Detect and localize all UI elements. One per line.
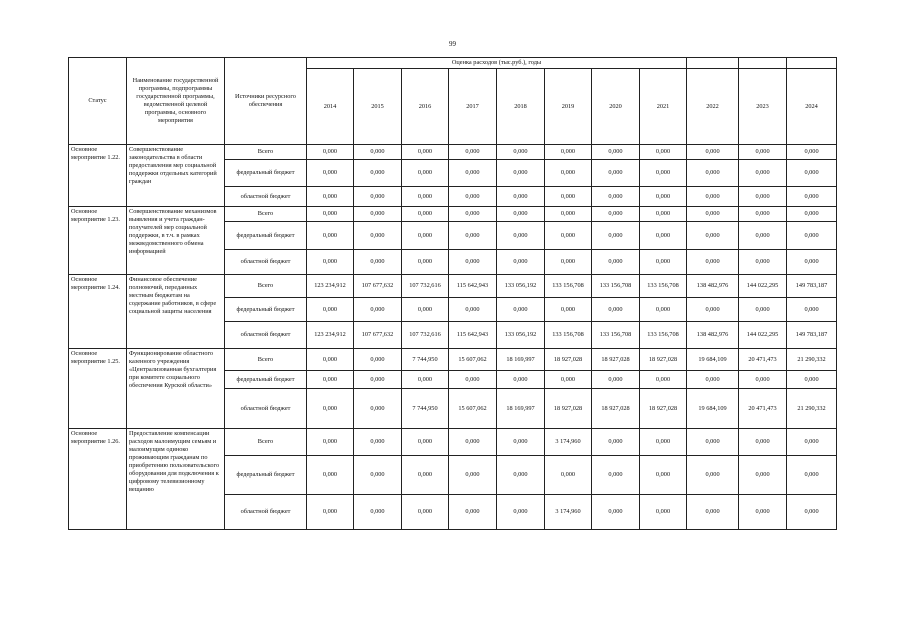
budget-value: 144 022,295 [739, 322, 787, 349]
funding-source: Всего [225, 275, 307, 298]
budget-value: 0,000 [307, 429, 354, 456]
budget-value: 133 156,708 [592, 322, 640, 349]
budget-value: 18 169,997 [497, 349, 545, 371]
funding-source: Всего [225, 207, 307, 222]
budget-table [68, 57, 837, 530]
budget-value: 107 732,616 [402, 322, 449, 349]
budget-value: 21 290,332 [787, 349, 837, 371]
budget-value: 0,000 [545, 160, 592, 187]
budget-value: 0,000 [545, 187, 592, 207]
budget-value: 0,000 [354, 349, 402, 371]
budget-value: 18 927,028 [640, 389, 687, 429]
budget-value: 0,000 [739, 429, 787, 456]
budget-value: 0,000 [402, 250, 449, 275]
budget-value: 0,000 [592, 160, 640, 187]
budget-value: 0,000 [497, 207, 545, 222]
budget-value: 0,000 [592, 145, 640, 160]
budget-value: 15 607,062 [449, 349, 497, 371]
budget-value: 19 684,109 [687, 349, 739, 371]
budget-value: 0,000 [307, 495, 354, 530]
budget-value: 0,000 [687, 371, 739, 389]
budget-value: 0,000 [449, 456, 497, 495]
budget-value: 0,000 [687, 207, 739, 222]
budget-value: 0,000 [640, 187, 687, 207]
table-row [69, 207, 837, 222]
budget-value: 0,000 [687, 222, 739, 250]
budget-value: 0,000 [739, 456, 787, 495]
budget-value: 0,000 [640, 298, 687, 322]
funding-source: областной бюджет [225, 187, 307, 207]
header-year: 2023 [739, 69, 787, 145]
budget-value: 0,000 [592, 371, 640, 389]
budget-value: 7 744,950 [402, 349, 449, 371]
budget-value: 0,000 [497, 298, 545, 322]
funding-source: федеральный бюджет [225, 298, 307, 322]
budget-value: 0,000 [640, 495, 687, 530]
budget-value: 0,000 [497, 429, 545, 456]
budget-value: 0,000 [687, 456, 739, 495]
header-year: 2016 [402, 69, 449, 145]
budget-value: 0,000 [640, 145, 687, 160]
budget-value: 0,000 [545, 145, 592, 160]
budget-value: 0,000 [687, 250, 739, 275]
budget-value: 18 927,028 [592, 349, 640, 371]
budget-value: 0,000 [592, 222, 640, 250]
activity-name: Совершенствование механизмов выявления и учета граждан-получателей мер социальной поддержки, в т.ч. в рамках межведомственного обмена информацией [127, 207, 225, 275]
budget-value: 0,000 [354, 207, 402, 222]
table-header [69, 58, 837, 145]
activity-status: Основное мероприятие 1.26. [69, 429, 127, 530]
budget-value: 0,000 [402, 187, 449, 207]
header-estimate: Оценка расходов (тыс.руб.), годы [307, 58, 687, 69]
budget-value: 107 677,632 [354, 275, 402, 298]
budget-value: 20 471,473 [739, 349, 787, 371]
budget-value: 0,000 [640, 207, 687, 222]
funding-source: федеральный бюджет [225, 371, 307, 389]
budget-value: 0,000 [545, 250, 592, 275]
budget-value: 0,000 [497, 222, 545, 250]
budget-value: 3 174,960 [545, 495, 592, 530]
budget-value: 0,000 [739, 222, 787, 250]
budget-value: 133 156,708 [545, 322, 592, 349]
budget-value: 107 732,616 [402, 275, 449, 298]
budget-value: 0,000 [592, 207, 640, 222]
budget-value: 0,000 [449, 145, 497, 160]
budget-value: 0,000 [640, 429, 687, 456]
budget-value: 0,000 [787, 456, 837, 495]
budget-value: 0,000 [449, 207, 497, 222]
budget-value: 0,000 [592, 456, 640, 495]
budget-value: 133 056,192 [497, 275, 545, 298]
budget-value: 0,000 [787, 222, 837, 250]
budget-value: 0,000 [307, 349, 354, 371]
budget-value: 0,000 [640, 160, 687, 187]
budget-value: 0,000 [687, 145, 739, 160]
header-year: 2021 [640, 69, 687, 145]
budget-value: 0,000 [402, 371, 449, 389]
budget-value: 0,000 [787, 371, 837, 389]
budget-value: 0,000 [787, 160, 837, 187]
budget-value: 15 607,062 [449, 389, 497, 429]
header-year: 2022 [687, 69, 739, 145]
budget-value: 18 927,028 [545, 389, 592, 429]
activity-name: Финансовое обеспечение полномочий, переданных местным бюджетам на содержание работников, в сфере социальной защиты населения [127, 275, 225, 349]
header-year: 2014 [307, 69, 354, 145]
budget-value: 0,000 [354, 371, 402, 389]
budget-value: 0,000 [449, 250, 497, 275]
budget-value: 0,000 [402, 145, 449, 160]
budget-value: 18 927,028 [592, 389, 640, 429]
header-name: Наименование государственной программы, подпрограммы государственной программы, ведомственной целевой программы, основного мероприятия [127, 58, 225, 145]
budget-value: 0,000 [307, 187, 354, 207]
budget-value: 0,000 [497, 160, 545, 187]
funding-source: федеральный бюджет [225, 160, 307, 187]
budget-value: 19 684,109 [687, 389, 739, 429]
budget-value: 0,000 [402, 207, 449, 222]
budget-value: 0,000 [592, 187, 640, 207]
funding-source: областной бюджет [225, 495, 307, 530]
budget-value: 0,000 [449, 160, 497, 187]
budget-value: 0,000 [354, 429, 402, 456]
budget-value: 0,000 [449, 429, 497, 456]
budget-value: 0,000 [592, 298, 640, 322]
budget-value: 0,000 [739, 371, 787, 389]
header-year: 2019 [545, 69, 592, 145]
budget-value: 0,000 [640, 456, 687, 495]
budget-value: 0,000 [402, 160, 449, 187]
budget-value: 0,000 [354, 160, 402, 187]
budget-value: 0,000 [739, 145, 787, 160]
header-sources: Источники ресурсного обеспечения [225, 58, 307, 145]
budget-value: 0,000 [592, 429, 640, 456]
funding-source: федеральный бюджет [225, 222, 307, 250]
table-row [69, 275, 837, 298]
budget-value: 0,000 [545, 298, 592, 322]
budget-value: 0,000 [449, 222, 497, 250]
budget-value: 133 156,708 [640, 275, 687, 298]
funding-source: Всего [225, 349, 307, 371]
activity-name: Функционирование областного казенного учреждения «Централизованная бухгалтерия при комитете социального обеспечения Курской области» [127, 349, 225, 429]
budget-value: 0,000 [592, 495, 640, 530]
activity-name: Предоставление компенсации расходов малоимущим семьям и малоимущим одиноко проживающим гражданам по приобретению пользовательского оборудования для подключения к цифровому телевизионному вещанию [127, 429, 225, 530]
budget-value: 133 156,708 [592, 275, 640, 298]
budget-value: 0,000 [354, 222, 402, 250]
table-body [69, 145, 837, 530]
budget-value: 133 156,708 [545, 275, 592, 298]
funding-source: областной бюджет [225, 322, 307, 349]
funding-source: Всего [225, 145, 307, 160]
budget-value: 0,000 [497, 495, 545, 530]
budget-value: 0,000 [640, 371, 687, 389]
budget-value: 0,000 [787, 207, 837, 222]
budget-value: 115 642,943 [449, 275, 497, 298]
header-year: 2017 [449, 69, 497, 145]
budget-value: 0,000 [307, 389, 354, 429]
header-year: 2024 [787, 69, 837, 145]
budget-value: 0,000 [307, 145, 354, 160]
budget-value: 0,000 [545, 207, 592, 222]
budget-value: 138 482,976 [687, 322, 739, 349]
budget-value: 0,000 [307, 250, 354, 275]
activity-status: Основное мероприятие 1.22. [69, 145, 127, 207]
table-row [69, 145, 837, 160]
header-year: 2018 [497, 69, 545, 145]
budget-value: 0,000 [687, 160, 739, 187]
budget-value: 149 783,187 [787, 275, 837, 298]
budget-value: 0,000 [402, 456, 449, 495]
budget-value: 0,000 [787, 145, 837, 160]
budget-value: 0,000 [307, 456, 354, 495]
budget-value: 0,000 [402, 298, 449, 322]
budget-value: 123 234,912 [307, 322, 354, 349]
budget-value: 0,000 [545, 222, 592, 250]
budget-value: 0,000 [739, 298, 787, 322]
budget-value: 0,000 [640, 250, 687, 275]
funding-source: федеральный бюджет [225, 456, 307, 495]
activity-status: Основное мероприятие 1.23. [69, 207, 127, 275]
budget-value: 138 482,976 [687, 275, 739, 298]
budget-value: 149 783,187 [787, 322, 837, 349]
budget-value: 0,000 [640, 222, 687, 250]
budget-value: 0,000 [354, 389, 402, 429]
activity-status: Основное мероприятие 1.24. [69, 275, 127, 349]
budget-value: 0,000 [497, 371, 545, 389]
budget-value: 0,000 [354, 145, 402, 160]
budget-value: 0,000 [497, 145, 545, 160]
budget-value: 0,000 [687, 495, 739, 530]
budget-value: 20 471,473 [739, 389, 787, 429]
budget-value: 0,000 [497, 250, 545, 275]
budget-value: 0,000 [545, 456, 592, 495]
header-year: 2015 [354, 69, 402, 145]
budget-value: 0,000 [687, 429, 739, 456]
budget-value: 7 744,950 [402, 389, 449, 429]
budget-value: 0,000 [687, 187, 739, 207]
budget-value: 0,000 [354, 298, 402, 322]
page-number: 99 [449, 40, 456, 48]
budget-value: 0,000 [739, 187, 787, 207]
budget-value: 0,000 [354, 187, 402, 207]
budget-value: 0,000 [307, 207, 354, 222]
budget-value: 0,000 [402, 222, 449, 250]
budget-value: 0,000 [307, 160, 354, 187]
funding-source: Всего [225, 429, 307, 456]
budget-value: 0,000 [739, 250, 787, 275]
budget-value: 0,000 [687, 298, 739, 322]
budget-value: 0,000 [787, 429, 837, 456]
header-year: 2020 [592, 69, 640, 145]
budget-value: 0,000 [739, 495, 787, 530]
budget-value: 0,000 [739, 207, 787, 222]
budget-value: 0,000 [787, 250, 837, 275]
funding-source: областной бюджет [225, 389, 307, 429]
budget-value: 0,000 [739, 160, 787, 187]
activity-name: Совершенствование законодательства в области предоставления мер социальной поддержки отдельных категорий граждан [127, 145, 225, 207]
budget-value: 0,000 [402, 495, 449, 530]
budget-value: 3 174,960 [545, 429, 592, 456]
budget-value: 0,000 [787, 187, 837, 207]
funding-source: областной бюджет [225, 250, 307, 275]
table-row [69, 429, 837, 456]
budget-value: 133 056,192 [497, 322, 545, 349]
budget-value: 0,000 [449, 187, 497, 207]
budget-value: 107 677,632 [354, 322, 402, 349]
table-row [69, 349, 837, 371]
budget-value: 18 927,028 [545, 349, 592, 371]
budget-value: 0,000 [449, 495, 497, 530]
budget-value: 0,000 [449, 371, 497, 389]
budget-value: 0,000 [354, 456, 402, 495]
budget-value: 0,000 [787, 298, 837, 322]
budget-value: 0,000 [497, 187, 545, 207]
budget-value: 0,000 [354, 495, 402, 530]
budget-value: 0,000 [307, 222, 354, 250]
activity-status: Основное мероприятие 1.25. [69, 349, 127, 429]
budget-value: 21 290,332 [787, 389, 837, 429]
budget-value: 144 022,295 [739, 275, 787, 298]
budget-value: 133 156,708 [640, 322, 687, 349]
budget-value: 115 642,943 [449, 322, 497, 349]
budget-value: 0,000 [787, 495, 837, 530]
budget-value: 0,000 [307, 298, 354, 322]
budget-value: 0,000 [449, 298, 497, 322]
budget-value: 0,000 [545, 371, 592, 389]
budget-value: 0,000 [307, 371, 354, 389]
budget-value: 18 927,028 [640, 349, 687, 371]
budget-value: 0,000 [497, 456, 545, 495]
budget-value: 123 234,912 [307, 275, 354, 298]
budget-value: 0,000 [592, 250, 640, 275]
budget-value: 0,000 [402, 429, 449, 456]
header-status: Статус [69, 58, 127, 145]
budget-value: 18 169,997 [497, 389, 545, 429]
budget-value: 0,000 [354, 250, 402, 275]
